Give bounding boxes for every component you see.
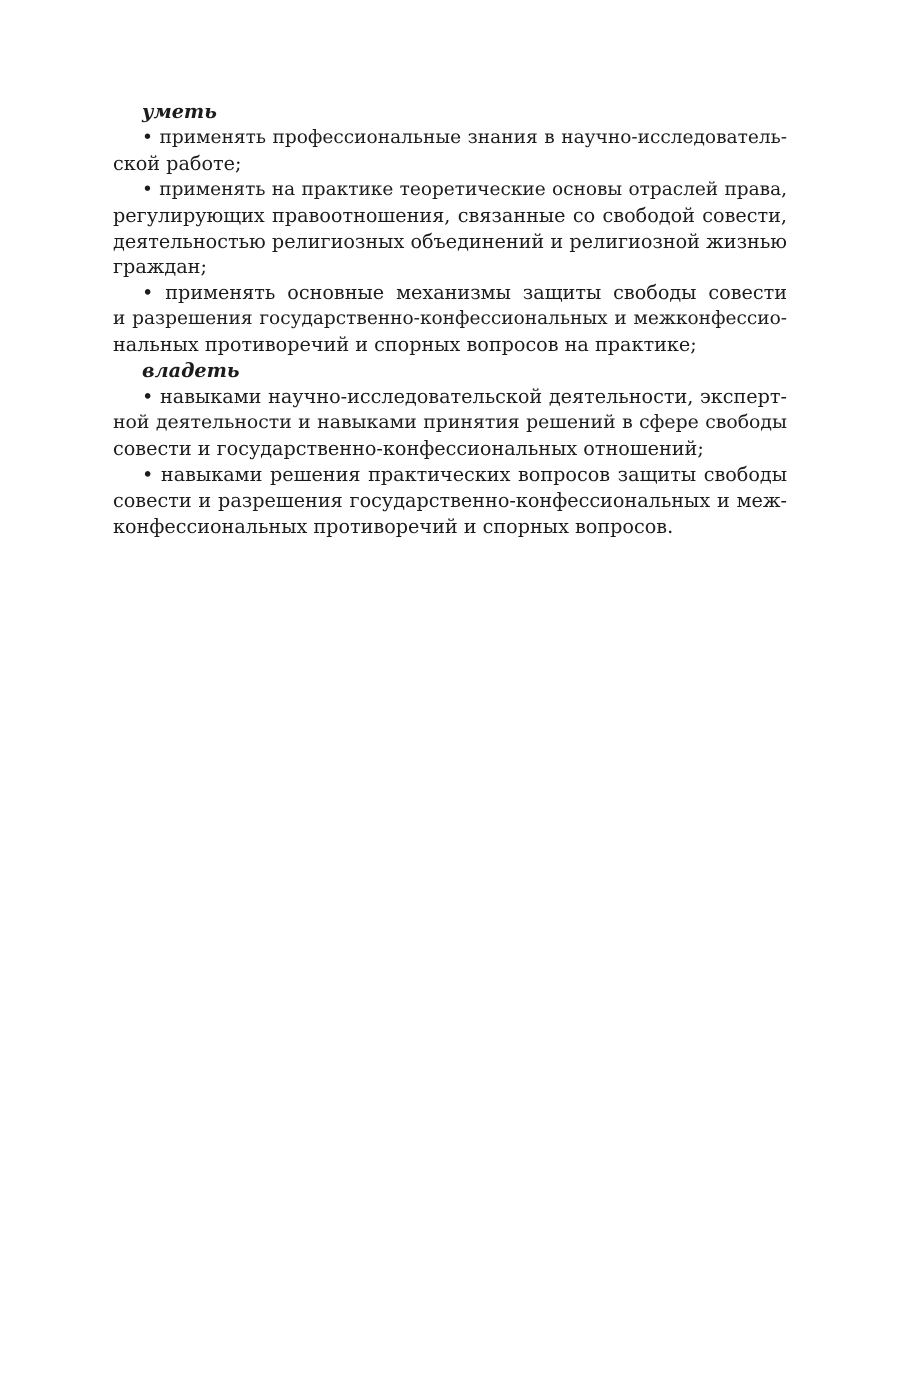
text-line: • применять основные механизмы защиты свободы совести xyxy=(142,281,787,305)
list-item xyxy=(113,177,787,281)
text-line: • применять на практике теоретические основы отраслей права, xyxy=(142,178,787,200)
text-line: нальных противоречий и спорных вопросов на практике; xyxy=(113,333,697,357)
list-item xyxy=(113,125,787,177)
list-item xyxy=(113,280,787,358)
text-line: деятельностью религиозных объединений и религиозной жизнью xyxy=(113,229,787,253)
list-item xyxy=(113,462,787,540)
text-line: • навыками решения практических вопросов защиты свободы xyxy=(142,462,787,486)
text-line: совести и государственно-конфессиональных отношений; xyxy=(113,436,704,460)
text-line: совести и разрешения государственно-конфессиональных и меж- xyxy=(113,488,787,512)
text-line: и разрешения государственно-конфессиональных и межконфессио- xyxy=(113,308,787,330)
text-line: • навыками научно-исследовательской деятельности, эксперт- xyxy=(142,384,787,408)
text-line: конфессиональных противоречий и спорных вопросов. xyxy=(113,514,674,538)
document-page xyxy=(113,99,787,539)
text-line: • применять профессиональные знания в научно-исследователь- xyxy=(142,126,787,148)
text-line: ской работе; xyxy=(113,151,242,175)
text-line: ной деятельности и навыками принятия решений в сфере свободы xyxy=(113,411,787,433)
text-line: граждан; xyxy=(113,255,207,279)
list-item xyxy=(113,384,787,462)
section-heading-umet: уметь xyxy=(142,100,217,123)
section-heading-vladet: владеть xyxy=(142,359,240,383)
text-line: регулирующих правоотношения, связанные со свободой совести, xyxy=(113,203,787,227)
